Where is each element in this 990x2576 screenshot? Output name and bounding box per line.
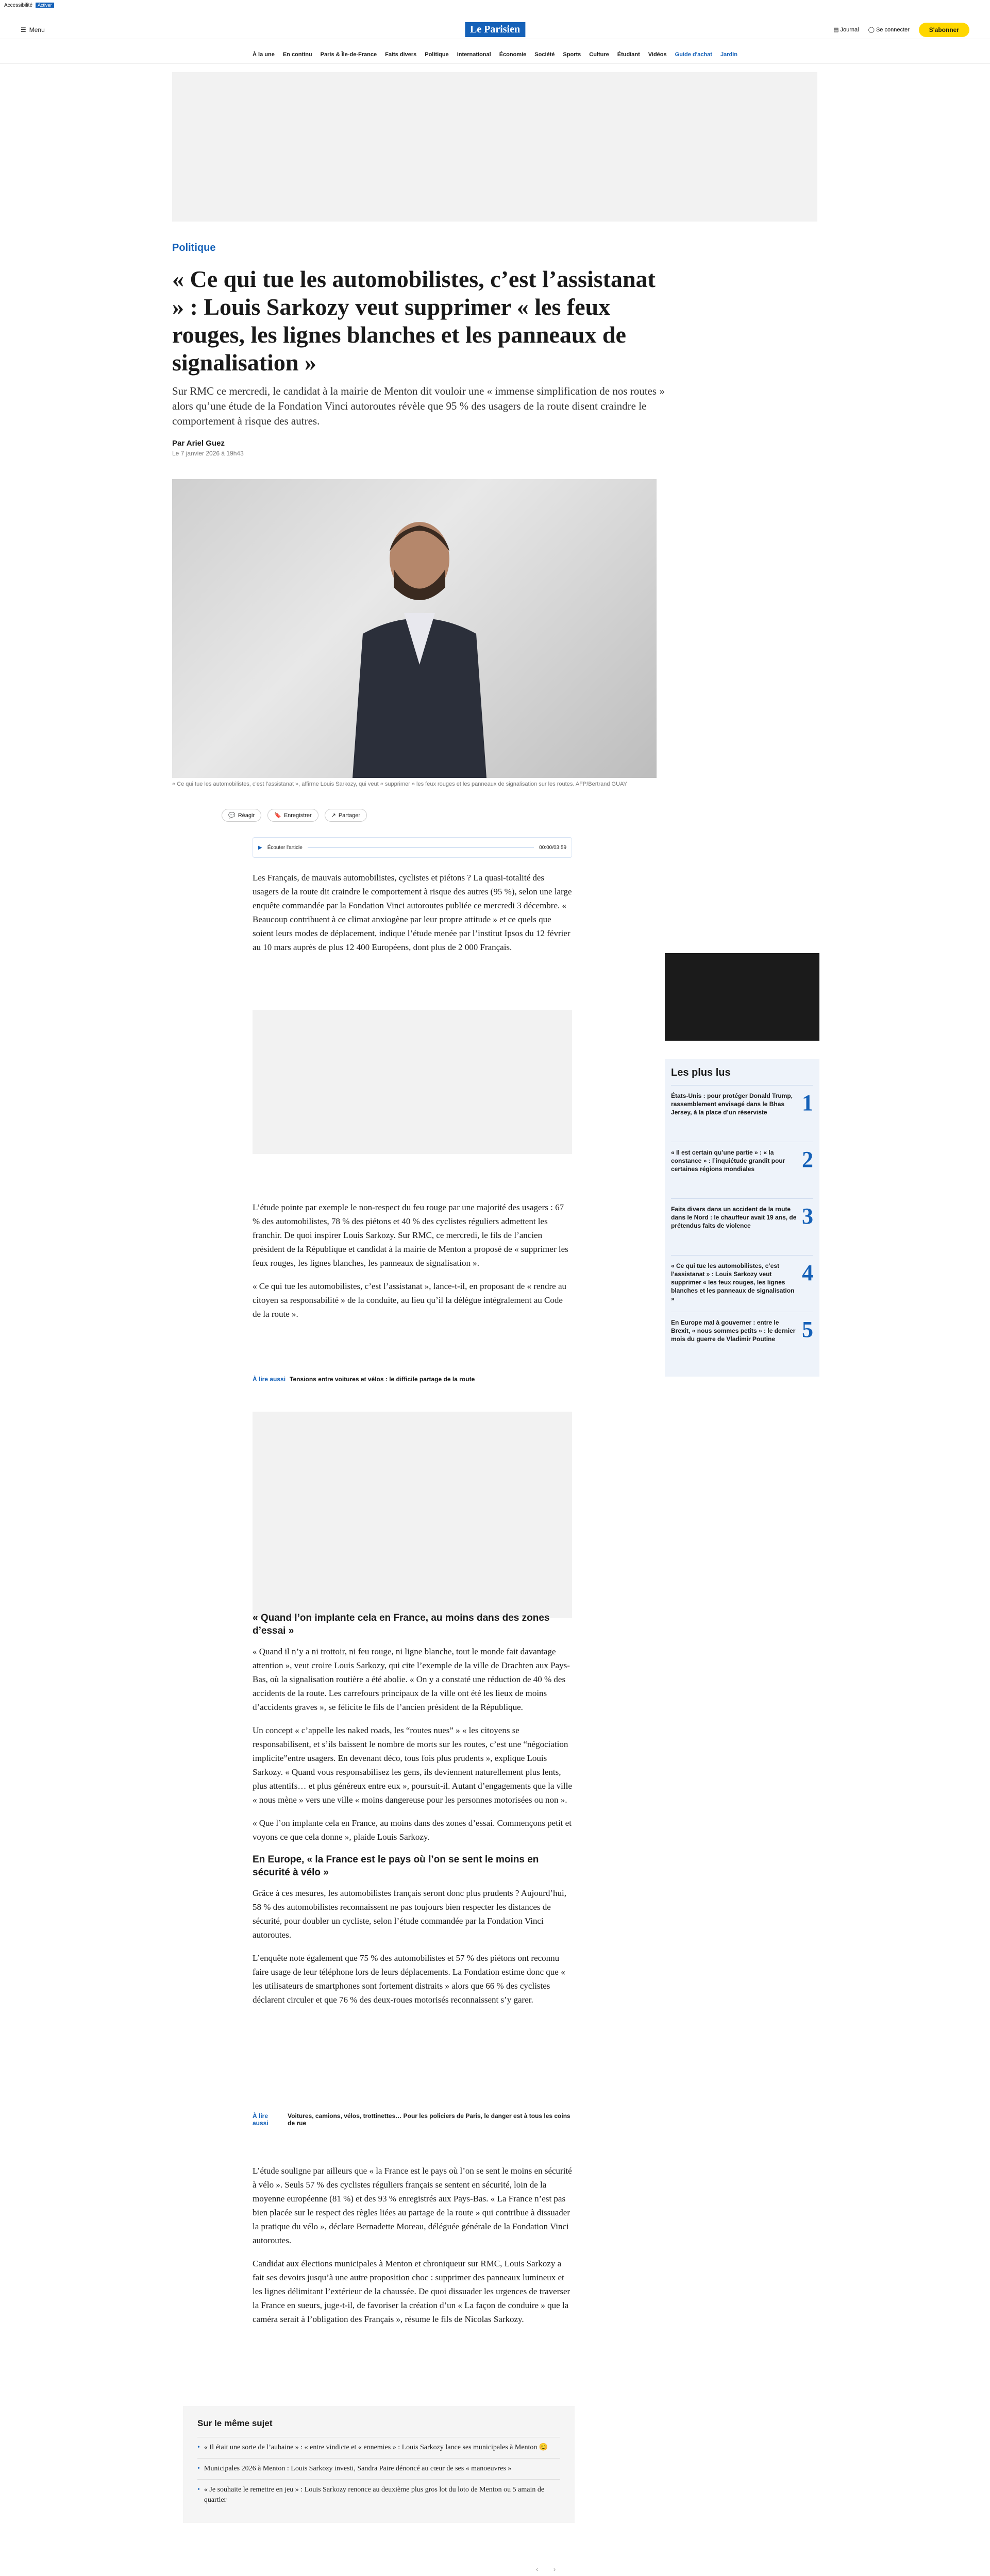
article-paragraph: « Quand il n’y a ni trottoir, ni feu rouge, ni ligne blanche, tout le monde fait davantage attention », veut croire Louis Sarkozy, qui cite l’exemple de la ville de Drachten aux Pays-Bas, où la signalisation routière a été abolie. « On y a constaté une réduction de 40 % des accidents de la route. Les carrefours principaux de la ville ont été les lieux de moins d’accidents graves », se félicite le fils de l’ancien président de la République. [253, 1647, 570, 1712]
article-paragraph: Grâce à ces mesures, les automobilistes français seront donc plus prudents ? Aujourd’hui, 58 % des automobilistes reconnaissent ne pas toujours bien respecter les distances de sécurité, pour doubler un cycliste, selon l’étude commandée par la Fondation Vinci autoroutes. [253, 1888, 567, 1940]
newspaper-icon: ▤ [833, 27, 841, 33]
article-paragraph: « Que l’on implante cela en France, au moins dans des zones d’essai. Commençons petit et voyons ce que cela donne », plaide Louis Sarkozy. [253, 1818, 572, 1842]
read-also-tag: À lire aussi [253, 2112, 269, 2127]
most-read-item[interactable]: États-Unis : pour protéger Donald Trump, rassemblement envisagé dans le Bhas Jersey, à la place d’un réserviste 1 [671, 1085, 813, 1142]
nav-item[interactable]: À la une [253, 52, 275, 58]
ad-inline-2 [253, 1412, 572, 1618]
subscribe-button[interactable]: S'abonner [919, 23, 969, 37]
nav-item[interactable]: Faits divers [385, 52, 417, 58]
article-paragraph: Les Français, de mauvais automobilistes, cyclistes et piétons ? La quasi-totalité des usagers de la route dit craindre le comportement à risque des autres (95 %), selon une large enquête commandée par la Fondation Vinci autoroutes publiée ce mercredi 3 décembre. « Beaucoup contribuent à ce climat anxiogène par leur propre attitude » et ce quels que soient leurs modes de déplacement, indique l’étude menée par l’institut Ipsos du 12 février au 10 mars auprès de plus 12 400 Européens, dont plus de 2 000 Français. [253, 873, 572, 952]
article-date: Le 7 janvier 2026 à 19h43 [172, 450, 244, 457]
most-read-title: Les plus lus [671, 1067, 731, 1078]
section-heading: « Quand l’on implante cela en France, au moins dans des zones d’essai » [253, 1613, 550, 1636]
bullet-icon: • [197, 2486, 200, 2494]
react-button[interactable]: 💬 Réagir [222, 809, 261, 822]
login-link[interactable]: ◯ Se connecter [868, 27, 910, 33]
nav-item[interactable]: Politique [425, 52, 449, 58]
read-also-tag: À lire aussi [253, 1376, 286, 1383]
ad-sidebar [665, 953, 819, 1041]
most-read-item[interactable]: « Il est certain qu’une partie » : « la constance » : l’inquiétude grandit pour certaines régions mondiales 2 [671, 1142, 813, 1198]
nav-item[interactable]: Culture [589, 52, 609, 58]
article-body-2 [253, 1200, 572, 1330]
accessibility-label: Accessibilité [4, 2, 33, 8]
article-paragraph: L’étude souligne par ailleurs que « la France est le pays où l’on se sent le moins en sécurité à vélo ». Seuls 57 % des cyclistes réguliers français se sentent en sécurité, loin de la moyenne européenne (81 %) et des 93 % enregistrés aux Pays-Bas. « La France n’est pas bien placée sur le respect des règles liées au partage de la route » qui contribue à dissuader la pratique du vélo », déclare Bernadette Moreau, déléguée générale de la Fondation Vinci autoroutes. [253, 2166, 572, 2245]
most-read-item[interactable]: En Europe mal à gouverner : entre le Brexit, « nous sommes petits » : le dernier mois du guerre de Vladimir Poutine 5 [671, 1312, 813, 1368]
nav-item[interactable]: Vidéos [648, 52, 667, 58]
portrait-illustration [342, 510, 497, 778]
most-read-widget [665, 1059, 819, 1377]
related-item[interactable]: • « Il était une sorte de l’aubaine » : « entre vindicte et « ennemies » : Louis Sarkozy lance ses municipales à Menton 😊 [197, 2437, 560, 2458]
audio-time: 00:00/03:59 [539, 844, 566, 851]
section-heading: En Europe, « la France est le pays où l’on se sent le moins en sécurité à vélo » [253, 1854, 539, 1878]
journal-link[interactable]: ▤ Journal [833, 27, 859, 33]
nav-item[interactable]: Jardin [720, 52, 737, 58]
article-paragraph: L’étude pointe par exemple le non-respect du feu rouge par une majorité des usagers : 67 % des automobilistes, 78 % des piétons et 40 % des cyclistes réguliers admettent les franchir. De quoi inspirer Louis Sarkozy. Sur RMC, ce mercredi, le fils de l’ancien président de la République et candidat à la mairie de Menton a proposé de « supprimer les feux rouges, les lignes blanches, les panneaux de signalisation ». [253, 1202, 568, 1268]
site-header [0, 21, 990, 39]
comment-icon: 💬 [228, 812, 236, 819]
ad-inline-1 [253, 1010, 572, 1154]
nav-item[interactable]: En continu [282, 52, 312, 58]
nav-item[interactable]: International [457, 52, 491, 58]
most-read-item[interactable]: Faits divers dans un accident de la route dans le Nord : le chauffeur avait 19 ans, de prétendus faits de violence 3 [671, 1198, 813, 1255]
bookmark-icon: 🔖 [274, 812, 281, 819]
read-also-link[interactable]: Voitures, camions, vélos, trottinettes… Pour les policiers de Paris, le danger est à tous les coins de rue [288, 2112, 570, 2127]
menu-label: Menu [29, 26, 45, 33]
most-read-item[interactable]: « Ce qui tue les automobilistes, c’est l’assistanat » : Louis Sarkozy veut supprimer « les feux rouges, les lignes blanches et les panneaux de signalisation » 4 [671, 1255, 813, 1312]
nav-item[interactable]: Guide d'achat [675, 52, 712, 58]
hamburger-icon: ☰ [21, 26, 26, 33]
audio-label: Écouter l'article [267, 844, 303, 851]
article-paragraph: Un concept « c’appelle les naked roads, les “routes nues” » « les citoyens se responsabilisent, et s’ils baissent le nombre de morts sur les routes, c’est une “négociation implicite”entre usagers. En devenant déco, tous fois plus prudents », explique Louis Sarkozy. « Quand vous responsabilisez les gens, ils deviennent naturellement plus lents, plus attentifs… et plus généreux entre eux », poursuit-il. Autant d’engagements que la ville « nous mène » vers une ville « moins dangereuse pour les personnes motorisées ou non ». [253, 1725, 572, 1805]
related-pager [536, 2566, 556, 2573]
user-icon: ◯ [868, 27, 876, 33]
prev-arrow-icon[interactable]: ‹ [536, 2566, 538, 2573]
accessibility-bar [0, 0, 990, 10]
share-button[interactable]: ↗ Partager [325, 809, 367, 822]
audio-player[interactable] [253, 837, 572, 858]
nav-item[interactable]: Étudiant [617, 52, 640, 58]
article-paragraph: « Ce qui tue les automobilistes, c’est l’assistanat », lance-t-il, en proposant de « rendre au citoyen sa responsabilité » de la conduite, au lieu qu’il la délègue intégralement au Code de la route ». [253, 1281, 566, 1319]
read-also-1[interactable] [253, 1376, 572, 1383]
article-paragraph: L’enquête note également que 75 % des automobilistes et 57 % des piétons ont reconnu faire usage de leur téléphone lors de leurs déplacements. La Fondation estime donc que « les utilisateurs de smartphones sont fortement distraits » alors que 66 % des cyclistes déclarent circuler et que 76 % des deux-roues motorisés reconnaissent s’y garer. [253, 1953, 565, 2005]
ad-banner-top [172, 72, 817, 222]
article-photo [172, 479, 657, 778]
article-body-3 [253, 1607, 572, 2016]
bullet-icon: • [197, 2444, 200, 2451]
nav-item[interactable]: Sports [563, 52, 581, 58]
read-also-link[interactable]: Tensions entre voitures et vélos : le difficile partage de la route [290, 1376, 475, 1383]
article-body-4 [253, 2164, 572, 2335]
accessibility-toggle[interactable]: Activer [36, 3, 54, 8]
article-header [172, 242, 667, 457]
related-articles [183, 2406, 575, 2523]
article-lead: Sur RMC ce mercredi, le candidat à la mairie de Menton dit vouloir une « immense simplification de nos routes » alors qu’une étude de la Fondation Vinci autoroutes révèle que 95 % des usagers de la route disent craindre le comportement à risque des autres. [172, 385, 665, 427]
article-body-1 [253, 871, 572, 963]
related-item[interactable]: • Municipales 2026 à Menton : Louis Sarkozy investi, Sandra Paire dénoncé au cœur de ses « manoeuvres » [197, 2458, 560, 2479]
play-icon[interactable]: ▶ [258, 844, 262, 851]
article-tools [222, 809, 367, 822]
read-also-2[interactable] [253, 2112, 572, 2127]
related-title: Sur le même sujet [197, 2418, 273, 2428]
article-paragraph: Candidat aux élections municipales à Menton et chroniqueur sur RMC, Louis Sarkozy a fait ses devoirs jusqu’à une autre proposition choc : supprimer des panneaux lumineux et les lignes délimitant l’extérieur de la chaussée. De quoi dissuader les urgences de traverser la France en sueurs, juge-t-il, de favoriser la création d’un « La façon de conduire » que la caméra serait à l’obligation des Français », résume le fils de Nicolas Sarkozy. [253, 2259, 570, 2324]
next-arrow-icon[interactable]: › [553, 2566, 556, 2573]
menu-button[interactable] [21, 26, 45, 33]
article-title: « Ce qui tue les automobilistes, c’est l’assistanat » : Louis Sarkozy veut supprimer « les feux rouges, les lignes blanches et les panneaux de signalisation » [172, 266, 656, 376]
share-icon: ↗ [331, 812, 336, 819]
related-item[interactable]: • « Je souhaite le remettre en jeu » : Louis Sarkozy renonce au deuxième plus gros lot du loto de Menton ou 5 amain de quartier [197, 2479, 560, 2511]
main-nav [0, 52, 990, 64]
article-author[interactable]: Par Ariel Guez [172, 439, 225, 448]
article-rubric[interactable]: Politique [172, 242, 216, 253]
nav-item[interactable]: Paris & Île-de-France [320, 52, 377, 58]
nav-item[interactable]: Économie [499, 52, 527, 58]
site-logo[interactable]: Le Parisien [465, 22, 525, 37]
photo-caption: « Ce qui tue les automobilistes, c’est l’assistanat », affirme Louis Sarkozy, qui veut « supprimer » les feux rouges et les panneaux de signalisation sur les routes. AFP/Bertrand GUAY [172, 781, 627, 787]
bullet-icon: • [197, 2465, 200, 2472]
audio-progress[interactable] [308, 847, 534, 848]
save-button[interactable]: 🔖 Enregistrer [267, 809, 318, 822]
nav-item[interactable]: Société [534, 52, 555, 58]
